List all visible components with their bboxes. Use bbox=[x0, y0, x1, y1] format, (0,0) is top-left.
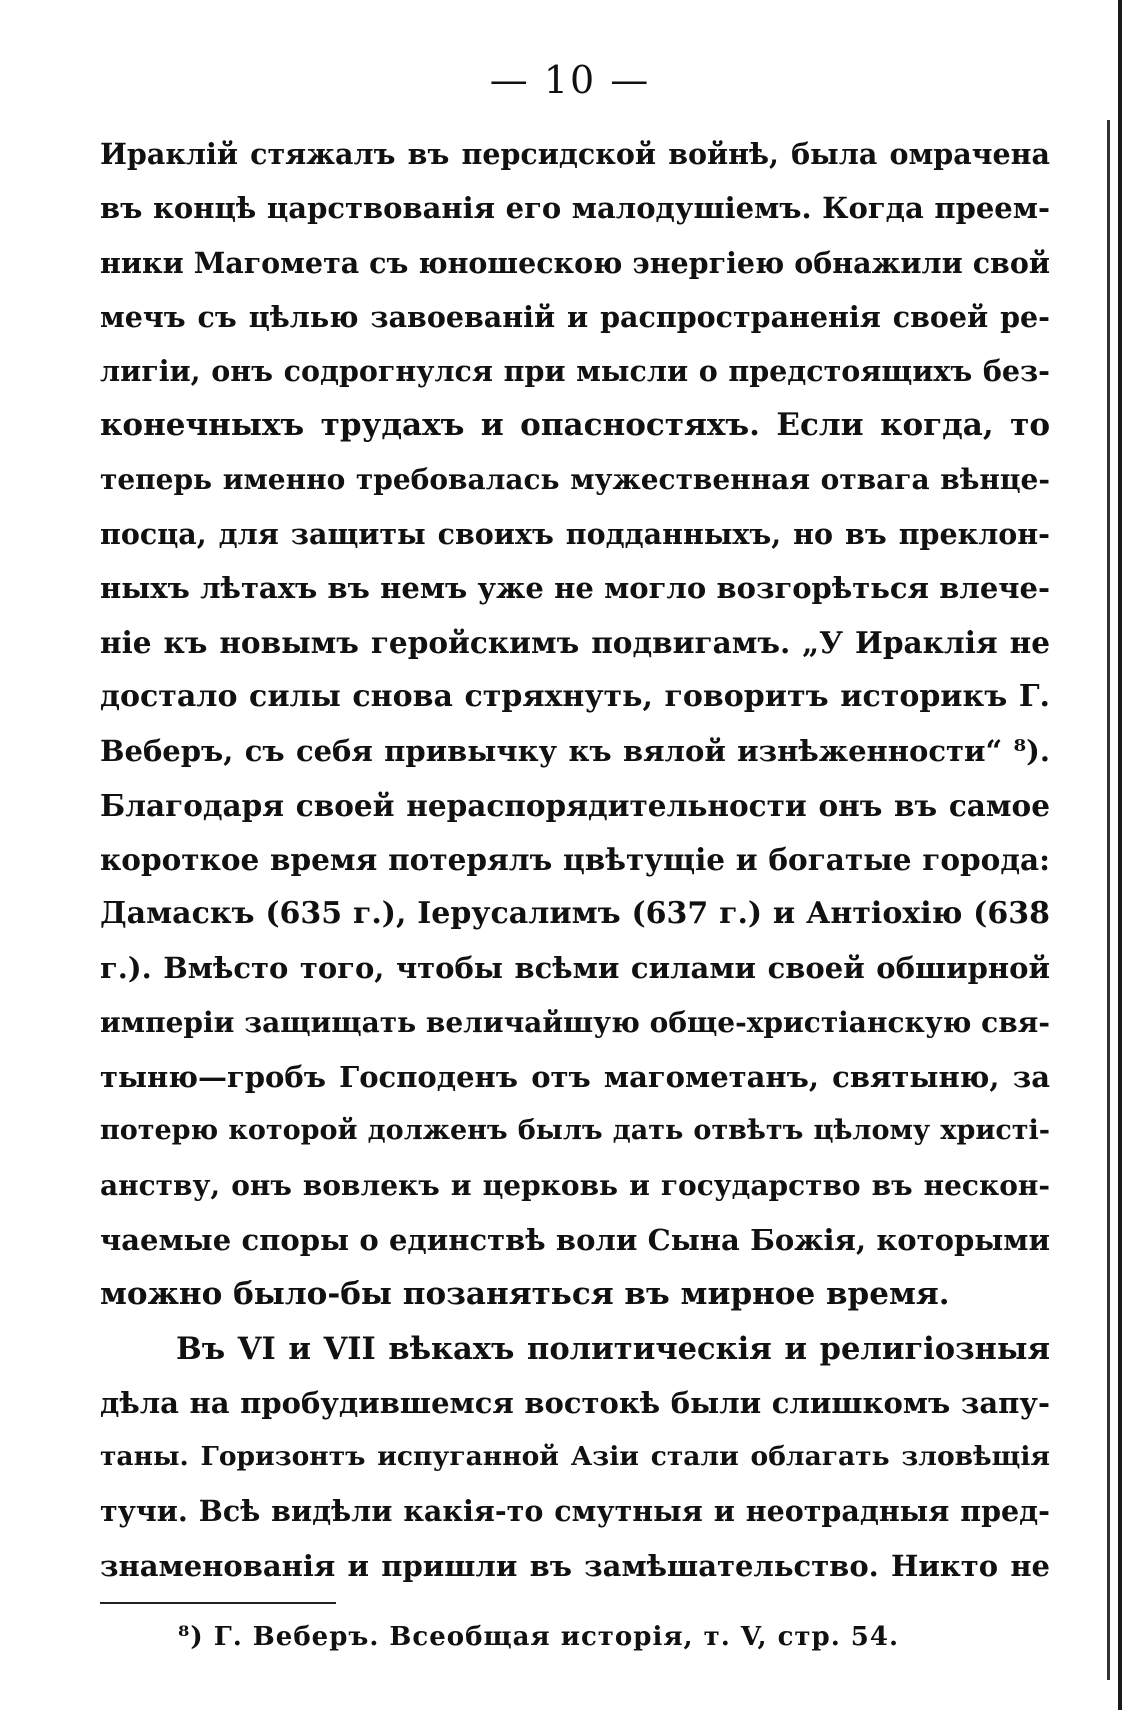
text-line: короткое время потерялъ цвѣтущіе и богатые города: bbox=[100, 841, 1050, 877]
text-line: знаменованія и пришли въ замѣшательство. Никто не bbox=[100, 1548, 1050, 1583]
text-line: ники Магомета съ юношескою энергіею обнажили свой bbox=[100, 245, 1050, 280]
text-line: мечъ съ цѣлью завоеваній и распространенія своей ре- bbox=[100, 299, 1050, 334]
footnote: ⁸) Г. Веберъ. Всеобщая исторія, т. V, стр. 54. bbox=[178, 1622, 900, 1652]
text-line: г.). Вмѣсто того, чтобы всѣми силами своей обширной bbox=[100, 951, 1050, 986]
text-line: лигіи, онъ содрогнулся при мысли о предстоящихъ без- bbox=[100, 354, 1050, 389]
text-line: конечныхъ трудахъ и опасностяхъ. Если когда, то bbox=[100, 407, 1050, 444]
text-line: теперь именно требовалась мужественная отвага вѣнце- bbox=[100, 462, 1050, 496]
text-line: таны. Горизонтъ испуганной Азіи стали облагать зловѣщія bbox=[100, 1441, 1050, 1473]
text-line: ніе къ новымъ геройскимъ подвигамъ. „У Ираклія не bbox=[100, 624, 1050, 660]
page-edge-border bbox=[1118, 0, 1122, 1710]
text-line: имперіи защищать величайшую обще-христіанскую свя- bbox=[100, 1005, 1050, 1039]
text-line: чаемые споры о единствѣ воли Сына Божія, которыми bbox=[100, 1222, 1050, 1257]
text-line: тучи. Всѣ видѣли какія-то смутныя и неотрадныя пред- bbox=[100, 1494, 1050, 1529]
text-line: посца, для защиты своихъ подданныхъ, но въ преклон- bbox=[100, 517, 1050, 552]
text-line: достало силы снова стряхнуть, говоритъ историкъ Г. bbox=[100, 678, 1050, 714]
page-number: — 10 — bbox=[489, 58, 651, 102]
body-text bbox=[100, 127, 1050, 1593]
text-line: анству, онъ вовлекъ и церковь и государство въ нескон- bbox=[100, 1168, 1050, 1202]
text-line: дѣла на пробудившемся востокѣ были слишкомъ запу- bbox=[100, 1385, 1050, 1420]
text-line: Въ VI и VII вѣкахъ политическія и религіозныя bbox=[176, 1330, 1050, 1367]
page-edge-shadow bbox=[1107, 120, 1110, 1680]
footnote-divider bbox=[100, 1602, 336, 1604]
text-line: въ концѣ царствованія его малодушіемъ. Когда преем- bbox=[100, 191, 1050, 226]
text-line: потерю которой долженъ былъ дать отвѣтъ цѣлому христі- bbox=[100, 1115, 1050, 1147]
text-line: Веберъ, съ себя привычку къ вялой изнѣженности“ ⁸). bbox=[100, 734, 1050, 769]
text-line: Ираклій стяжалъ въ персидской войнѣ, была омрачена bbox=[100, 137, 1050, 171]
text-line: тыню—гробъ Господенъ отъ магометанъ, святыню, за bbox=[100, 1060, 1050, 1095]
text-line: можно было-бы позаняться въ мирное время. bbox=[100, 1276, 950, 1313]
text-line: ныхъ лѣтахъ въ немъ уже не могло возгорѣться влече- bbox=[100, 571, 1050, 606]
text-line: Благодаря своей нераспорядительности онъ въ самое bbox=[100, 787, 1050, 823]
text-line: Дамаскъ (635 г.), Іерусалимъ (637 г.) и Антіохію (638 bbox=[100, 896, 1050, 932]
